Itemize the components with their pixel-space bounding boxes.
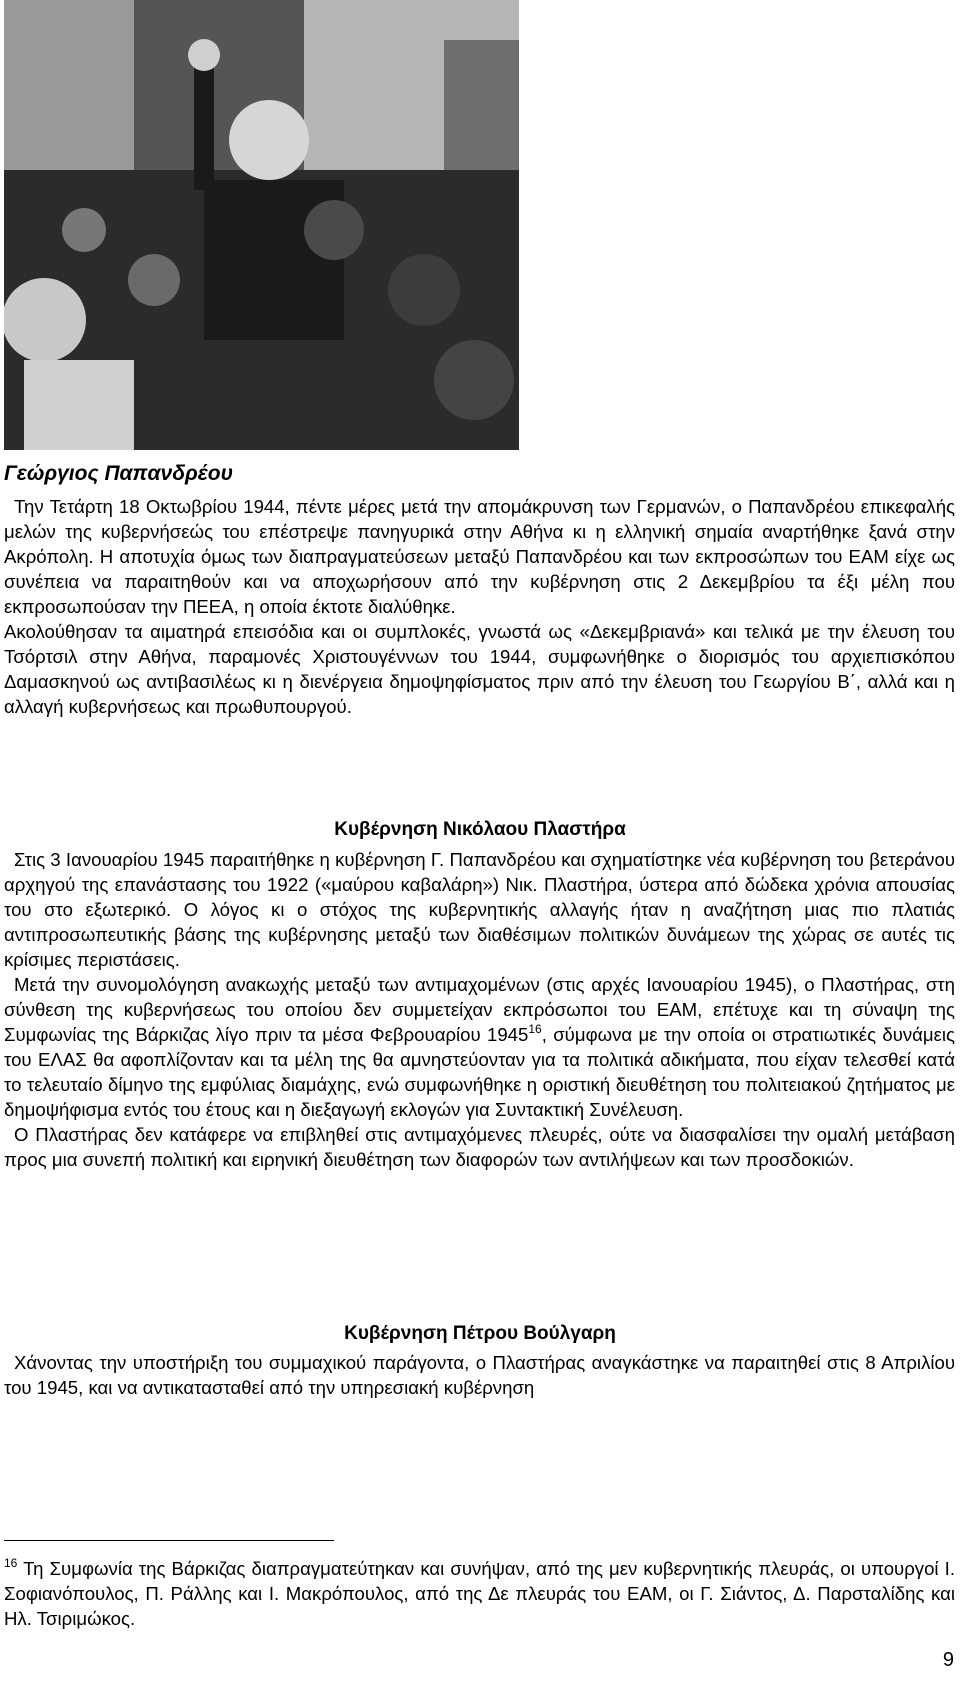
section-voulgaris [4, 1350, 955, 1400]
photograph-icon [4, 0, 519, 450]
paragraph [4, 972, 955, 1122]
footnote-marker: 16 [4, 1555, 18, 1570]
paragraph: Ο Πλαστήρας δεν κατάφερε να επιβληθεί στις αντιμαχόμενες πλευρές, ούτε να διασφαλίσει την ομαλή μετάβαση προς μια συνεπή πολιτική και ειρηνική διευθέτηση των διαφορών των αντιλήψεων και των προσδοκιών. [4, 1124, 955, 1170]
paragraph: Χάνοντας την υποστήριξη του συμμαχικού παράγοντα, ο Πλαστήρας αναγκάστηκε να παραιτηθεί στις 8 Απριλίου του 1945, και να αντικατασταθεί από την υπηρεσιακή κυβέρνηση [4, 1352, 955, 1398]
section-plastiras [4, 847, 955, 1172]
footnote [4, 1556, 955, 1631]
section-heading-plastiras: Κυβέρνηση Νικόλαου Πλαστήρα [334, 819, 626, 840]
paragraph-text: , σύμφωνα με την οποία οι στρατιωτικές δυνάμεις του ΕΛΑΣ θα αφοπλίζονταν και τα μέλη της θα αμνηστεύονταν για τα πολιτικά αδικήματα, που είχαν τελεσθεί κατά το τελευταίο δίμηνο της εμφύλιας διαμάχης, ενώ συμφωνήθηκε η οριστική διευθέτηση του πολιτειακού ζητήματος με δημοψήφισμα εντός του έτους και η διεξαγωγή εκλογών για Συντακτική Συνέλευση. [4, 1024, 956, 1120]
page-number: 9 [942, 1649, 954, 1671]
paragraph: Στις 3 Ιανουαρίου 1945 παραιτήθηκε η κυβέρνηση Γ. Παπανδρέου και σχηματίστηκε νέα κυβέρνηση του βετεράνου αρχηγού της επανάστασης του 1922 («μαύρου καβαλάρη») Νικ. Πλαστήρα, ύστερα από δώδεκα χρόνια απουσίας του στο εξωτερικό. Ο λόγος κι ο στόχος της κυβερνητικής αλλαγής ήταν η αναζήτηση μιας πιο πλατιάς αντιπροσωπευτικής βάσης της κυβέρνησης μεταξύ των διαθέσιμων πολιτικών δυνάμεων της χώρας σε αυτές τις κρίσιμες περιστάσεις. [4, 849, 955, 970]
section-intro [4, 494, 955, 719]
section-heading-voulgaris: Κυβέρνηση Πέτρου Βούλγαρη [344, 1323, 616, 1344]
footnote-reference[interactable]: 16 [528, 1021, 542, 1036]
crowd-photo-illustration [4, 0, 519, 450]
paragraph: Ακολούθησαν τα αιματηρά επεισόδια και οι συμπλοκές, γνωστά ως «Δεκεμβριανά» και τελικά με την έλευση του Τσόρτσιλ στην Αθήνα, παραμονές Χριστουγέννων του 1944, συμφωνήθηκε ο διορισμός του αρχιεπισκόπου Δαμασκηνού ως αντιβασιλέως κι η διενέργεια δημοψηφίσματος πριν από την έλευση του Γεωργίου Β΄, αλλά και η αλλαγή κυβερνήσεως και πρωθυπουργού. [4, 621, 955, 717]
paragraph-text: Μετά την συνομολόγηση ανακωχής μεταξύ των αντιμαχομένων (στις αρχές Ιανουαρίου 1945), ο Πλαστήρας, στη σύνθεση της κυβερνήσεως του οποίου δεν συμμετείχαν εκπρόσωποι του ΕΑΜ, επέτυχε και τη σύναψη της Συμφωνίας της Βάρκιζας λίγο πριν τα μέσα Φεβρουαρίου 1945 [4, 974, 955, 1045]
paragraph: Την Τετάρτη 18 Οκτωβρίου 1944, πέντε μέρες μετά την απομάκρυνση των Γερμανών, ο Παπανδρέου επικεφαλής μελών της κυβερνήσεώς του επέστρεψε πανηγυρικά στην Αθήνα κι η ελληνική σημαία αναρτήθηκε ξανά στην Ακρόπολη. Η αποτυχία όμως των διαπραγματεύσεων μεταξύ Παπανδρέου και των εκπροσώπων του ΕΑΜ είχε ως συνέπεια να παραιτηθούν και να αποχωρήσουν από την κυβέρνηση στις 2 Δεκεμβρίου τα έξι μέλη που εκπροσωπούσαν την ΠΕΕΑ, η οποία έκτοτε διαλύθηκε. [4, 496, 955, 617]
photo-caption: Γεώργιος Παπανδρέου [4, 462, 234, 485]
footnote-separator [4, 1540, 334, 1541]
footnote-text: Τη Συμφωνία της Βάρκιζας διαπραγματεύτηκαν και συνήψαν, από της μεν κυβερνητικής πλευράς, οι υπουργοί Ι. Σοφιανόπουλος, Π. Ράλλης και Ι. Μακρόπουλος, από της Δε πλευράς του ΕΑΜ, οι Γ. Σιάντος, Δ. Παρσταλίδης και Ηλ. Τσιριμώκος. [4, 1558, 955, 1629]
